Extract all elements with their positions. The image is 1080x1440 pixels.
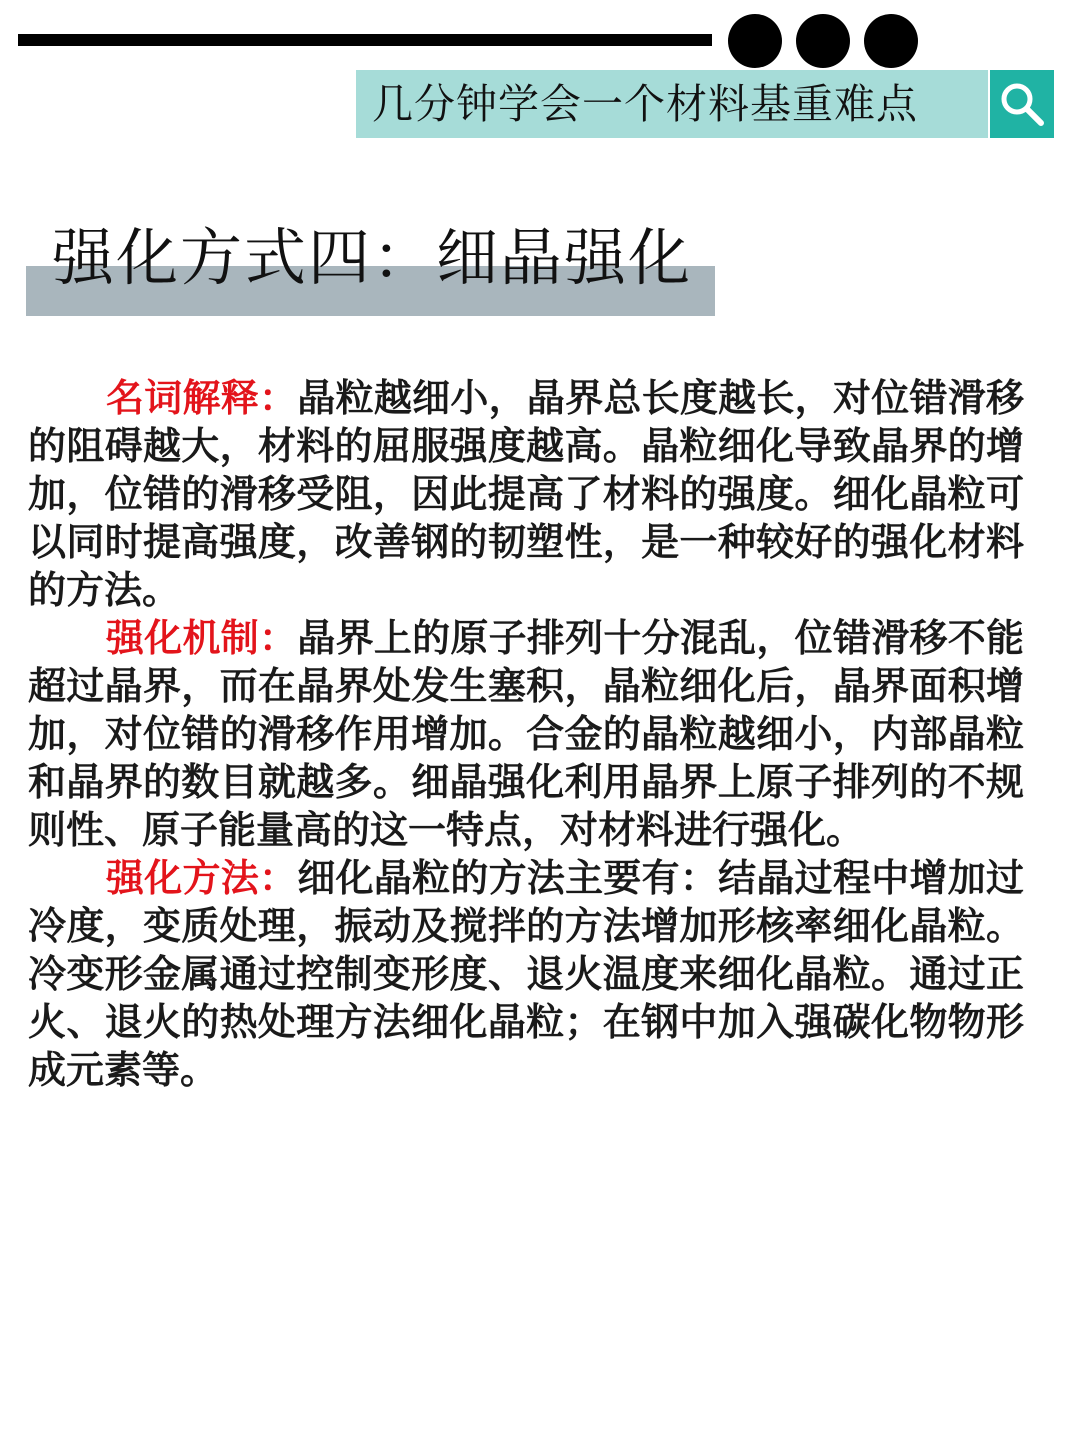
term-label: 强化机制： (106, 616, 298, 660)
article-body (28, 374, 1024, 1094)
decorative-dot (796, 14, 850, 68)
header-banner (356, 70, 988, 138)
top-decorative-line (18, 34, 712, 46)
paragraph-text: 细化晶粒的方法主要有：结晶过程中增加过冷度，变质处理，振动及搅拌的方法增加形核率细化晶粒。冷变形金属通过控制变形度、退火温度来细化晶粒。通过正火、退火的热处理方法细化晶粒；在钢中加入强碳化物物形成元素等。 (28, 856, 1024, 1092)
banner-title: 几分钟学会一个材料基重难点 (372, 80, 918, 128)
paragraph-definition (28, 374, 1024, 614)
term-label: 名词解释： (106, 376, 298, 420)
section-title: 强化方式四：细晶强化 (52, 221, 693, 294)
term-label: 强化方法： (106, 856, 298, 900)
decorative-dot (728, 14, 782, 68)
paragraph-text: 晶界上的原子排列十分混乱，位错滑移不能超过晶界，而在晶界处发生塞积，晶粒细化后，晶界面积增加，对位错的滑移作用增加。合金的晶粒越细小，内部晶粒和晶界的数目就越多。细晶强化利用晶界上原子排列的不规则性、原子能量高的这一特点，对材料进行强化。 (28, 616, 1024, 852)
decorative-dot (864, 14, 918, 68)
paragraph-method (28, 854, 1024, 1094)
paragraph-text: 晶粒越细小，晶界总长度越长，对位错滑移的阻碍越大，材料的屈服强度越高。晶粒细化导致晶界的增加，位错的滑移受阻，因此提高了材料的强度。细化晶粒可以同时提高强度，改善钢的韧塑性，是一种较好的强化材料的方法。 (28, 376, 1024, 612)
search-button[interactable] (990, 70, 1054, 138)
paragraph-mechanism (28, 614, 1024, 854)
search-icon (998, 80, 1046, 128)
